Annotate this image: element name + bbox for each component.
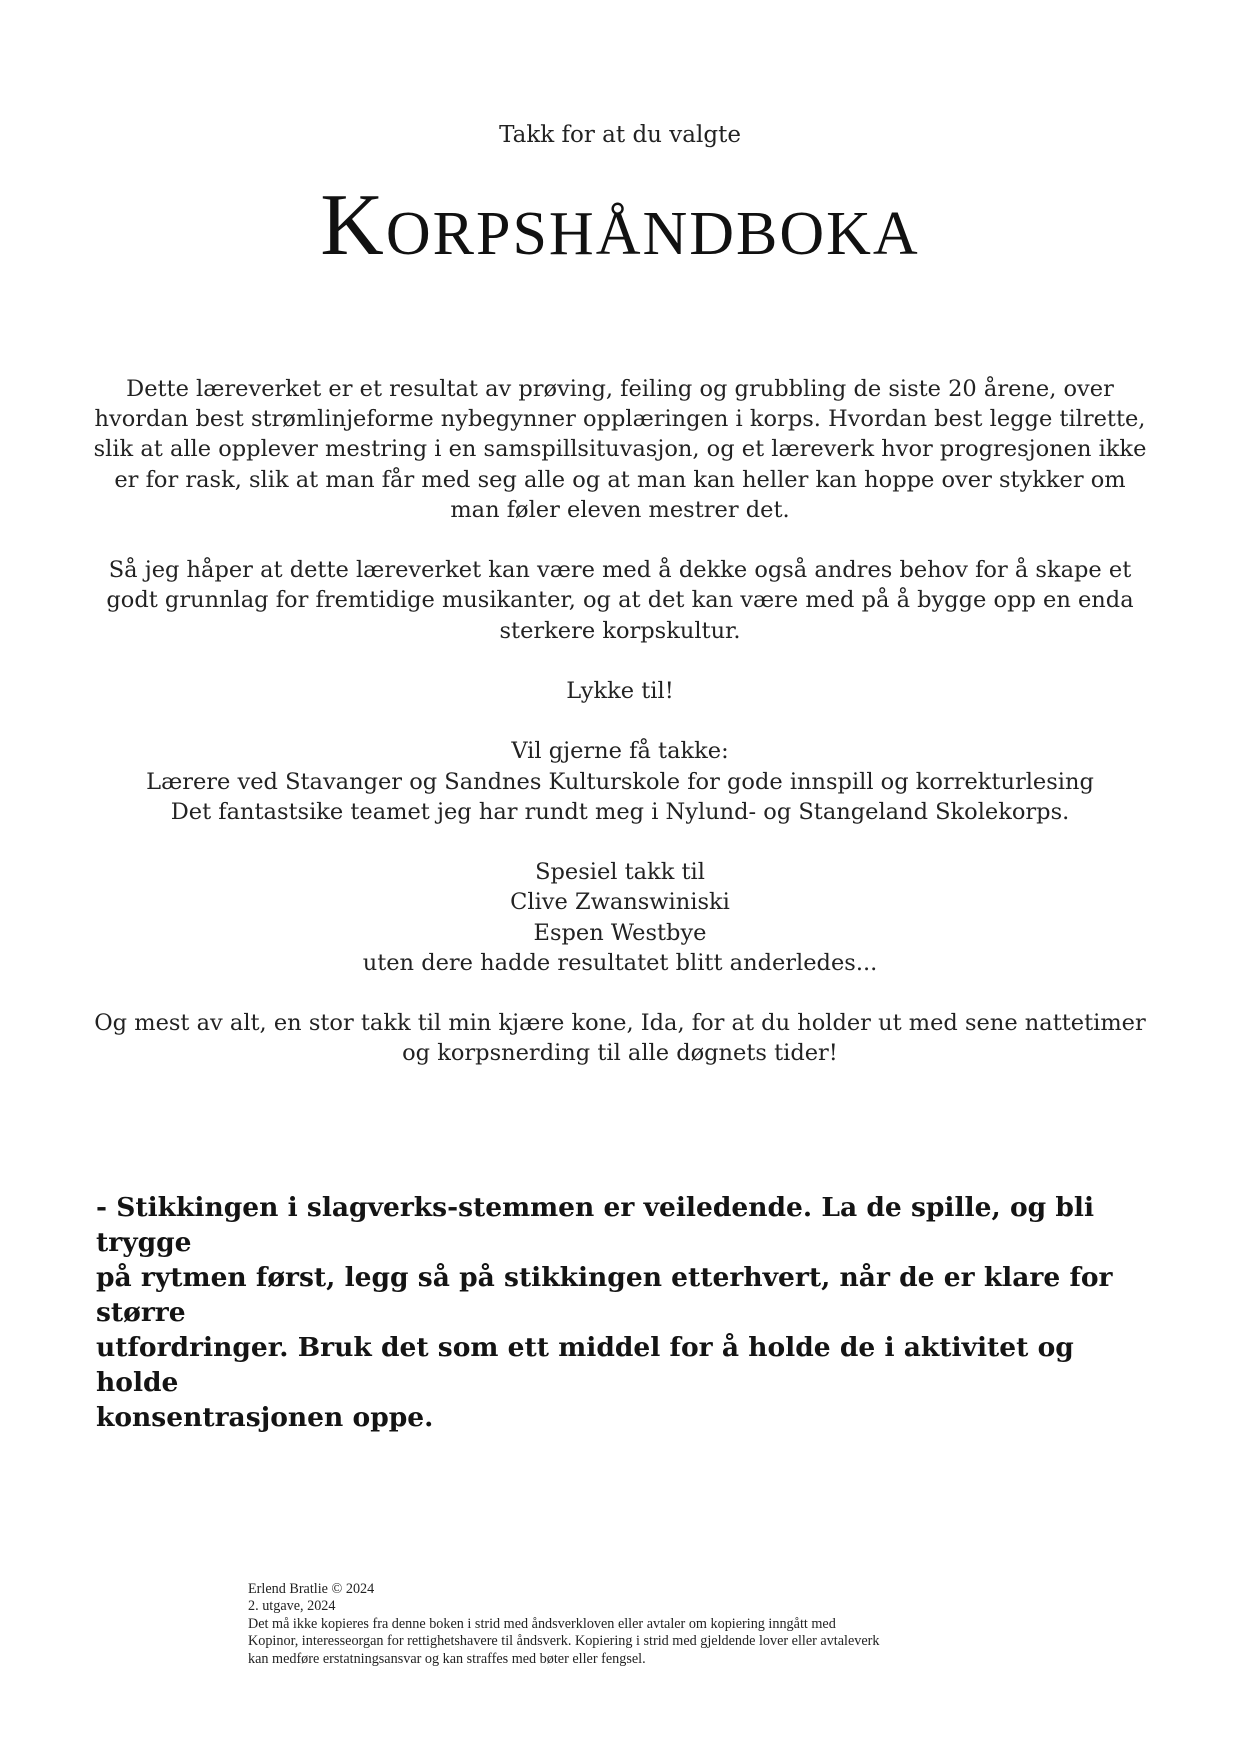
text-line: sterkere korpskultur. bbox=[499, 617, 741, 644]
paragraph-intro bbox=[90, 374, 1150, 525]
text-line: hvordan best strømlinjeforme nybegynner opplæringen i korps. Hvordan best legge tilrette, bbox=[94, 406, 1146, 433]
book-title: Korpshåndboka bbox=[320, 177, 920, 274]
text-line: Så jeg håper at dette læreverket kan være med å dekke også andres behov for å skape et bbox=[108, 557, 1132, 584]
paragraph-thanks bbox=[90, 736, 1150, 827]
text-line: Lærere ved Stavanger og Sandnes Kulturskole for gode innspill og korrekturlesing bbox=[146, 768, 1094, 795]
note-line: konsentrasjonen oppe. bbox=[96, 1402, 434, 1433]
intro-line: Takk for at du valgte bbox=[499, 122, 741, 148]
text-line: Spesiel takk til bbox=[535, 859, 705, 886]
text-line: og korpsnerding til alle døgnets tider! bbox=[402, 1040, 838, 1067]
paragraph-final-thanks bbox=[90, 1008, 1150, 1068]
text-line: Det fantastsike teamet jeg har rundt meg i Nylund- og Stangeland Skolekorps. bbox=[170, 798, 1070, 825]
legal-line: kan medføre erstatningsansvar og kan straffes med bøter eller fengsel. bbox=[248, 1650, 646, 1667]
legal-line: Kopinor, interesseorgan for rettighetshavere til åndsverk. Kopiering i strid med gjeldende lover eller avtaleverk bbox=[248, 1633, 880, 1650]
text-line: slik at alle opplever mestring i en samspillsituvasjon, og et læreverk hvor progresjonen ikke bbox=[93, 436, 1147, 463]
text-line: Og mest av alt, en stor takk til min kjære kone, Ida, for at du holder ut med sene nattetimer bbox=[94, 1010, 1146, 1037]
text-line: Dette læreverket er et resultat av prøving, feiling og grubbling de siste 20 årene, over bbox=[126, 376, 1114, 402]
body-text bbox=[90, 374, 1150, 1099]
legal-line: Det må ikke kopieres fra denne boken i strid med åndsverkloven eller avtaler om kopiering inngått med bbox=[248, 1615, 836, 1632]
note-line: utfordringer. Bruk det som ett middel for å holde de i aktivitet og holde bbox=[96, 1332, 1074, 1398]
text-line: Clive Zwanswiniski bbox=[510, 889, 730, 916]
text-line: man føler eleven mestrer det. bbox=[450, 496, 790, 523]
paragraph-special-thanks bbox=[90, 857, 1150, 978]
note-line: - Stikkingen i slagverks-stemmen er veiledende. La de spille, og bli trygge bbox=[96, 1192, 1095, 1258]
good-luck-line: Lykke til! bbox=[566, 678, 674, 704]
colophon bbox=[248, 1581, 1048, 1668]
text-line: Espen Westbye bbox=[533, 919, 707, 946]
note-line: på rytmen først, legg så på stikkingen etterhvert, når de er klare for større bbox=[96, 1262, 1113, 1328]
text-line: godt grunnlag for fremtidige musikanter, og at det kan være med på å bygge opp en enda bbox=[106, 587, 1134, 614]
paragraph-hope bbox=[90, 555, 1150, 646]
text-line: Vil gjerne få takke: bbox=[511, 738, 729, 765]
paragraph-good-luck bbox=[90, 676, 1150, 706]
text-line: er for rask, slik at man får med seg alle og at man kan heller kan hoppe over stykker om bbox=[114, 466, 1126, 493]
edition-line: 2. utgave, 2024 bbox=[248, 1598, 336, 1615]
copyright-line: Erlend Bratlie © 2024 bbox=[248, 1581, 375, 1597]
text-line: uten dere hadde resultatet blitt anderledes... bbox=[362, 949, 878, 976]
percussion-note bbox=[96, 1190, 1156, 1435]
